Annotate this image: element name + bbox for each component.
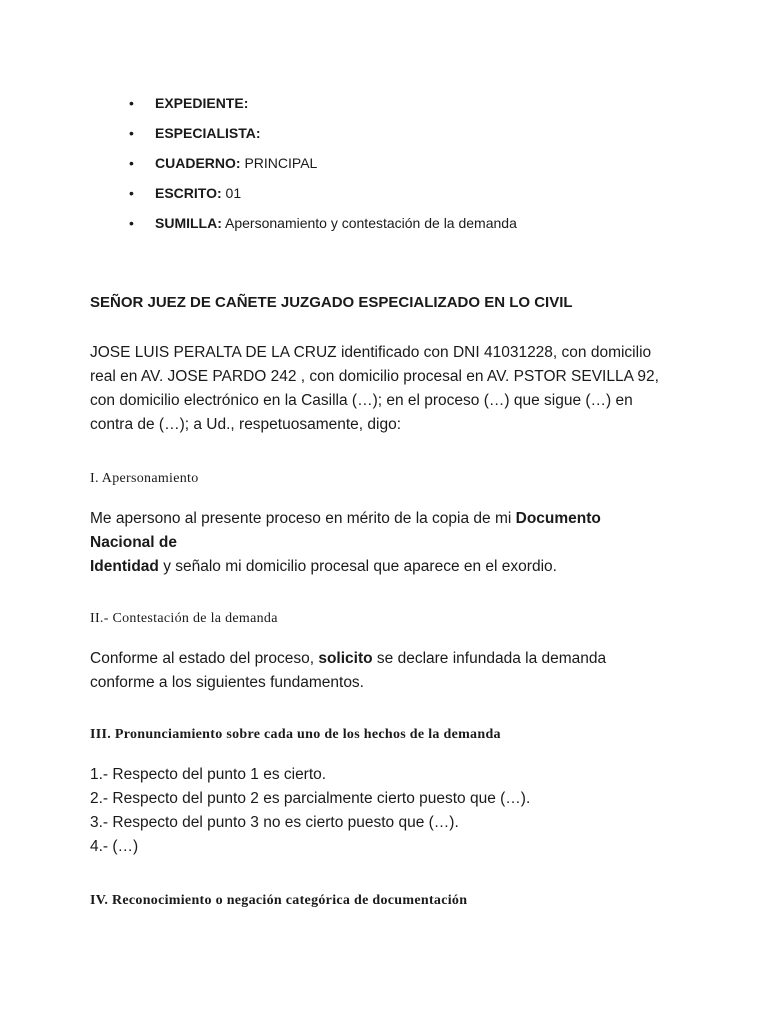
intro-line: contra de (…); a Ud., respetuosamente, digo:: [90, 416, 402, 433]
apersonamiento-bold: Nacional de: [90, 534, 177, 551]
pronunciamiento-list: [90, 763, 690, 859]
sumilla-value: Apersonamiento y contestación de la demanda: [221, 215, 517, 231]
addressee-heading: SEÑOR JUEZ DE CAÑETE JUZGADO ESPECIALIZADO EN LO CIVIL: [90, 294, 573, 311]
contestacion-bold: solicito: [318, 650, 373, 667]
bullet-icon: •: [129, 185, 134, 201]
cuaderno-label: CUADERNO:: [155, 155, 241, 171]
bullet-icon: •: [129, 155, 134, 171]
apersonamiento-text: Me apersono al presente proceso en mérito de la copia de mi: [90, 510, 516, 527]
especialista-label: ESPECIALISTA:: [155, 125, 261, 141]
list-item: 1.- Respecto del punto 1 es cierto.: [90, 766, 327, 783]
bullet-icon: •: [129, 125, 134, 141]
intro-line: real en AV. JOSE PARDO 242 , con domicilio procesal en AV. PSTOR SEVILLA 92,: [90, 368, 659, 385]
apersonamiento-text: y señalo mi domicilio procesal que aparece en el exordio.: [158, 558, 557, 575]
cuaderno-value: PRINCIPAL: [240, 155, 318, 171]
apersonamiento-bold: Identidad: [90, 558, 159, 575]
list-item: 4.- (…): [90, 838, 139, 855]
contestacion-text: Conforme al estado del proceso,: [90, 650, 319, 667]
bullet-icon: •: [129, 95, 134, 111]
apersonamiento-paragraph: [90, 507, 690, 579]
bullet-icon: •: [129, 215, 134, 231]
section-heading-pronunciamiento: III. Pronunciamiento sobre cada uno de los hechos de la demanda: [90, 727, 501, 742]
section-heading-reconocimiento: IV. Reconocimiento o negación categórica de documentación: [90, 893, 468, 908]
intro-line: JOSE LUIS PERALTA DE LA CRUZ identificado con DNI 41031228, con domicilio: [90, 344, 652, 361]
section-heading-apersonamiento: I. Apersonamiento: [90, 471, 199, 486]
escrito-label: ESCRITO:: [155, 185, 222, 201]
apersonamiento-bold: Documento: [515, 510, 601, 527]
expediente-label: EXPEDIENTE:: [155, 95, 249, 111]
list-item: 2.- Respecto del punto 2 es parcialmente cierto puesto que (…).: [90, 790, 531, 807]
section-heading-contestacion: II.- Contestación de la demanda: [90, 611, 278, 626]
contestacion-text: se declare infundada la demanda: [372, 650, 607, 667]
escrito-value: 01: [221, 185, 242, 201]
contestacion-text: conforme a los siguientes fundamentos.: [90, 674, 364, 691]
list-item: 3.- Respecto del punto 3 no es cierto puesto que (…).: [90, 814, 459, 831]
contestacion-paragraph: [90, 647, 690, 695]
intro-line: con domicilio electrónico en la Casilla (…); en el proceso (…) que sigue (…) en: [90, 392, 633, 409]
sumilla-label: SUMILLA:: [155, 215, 222, 231]
intro-paragraph: [90, 341, 690, 437]
